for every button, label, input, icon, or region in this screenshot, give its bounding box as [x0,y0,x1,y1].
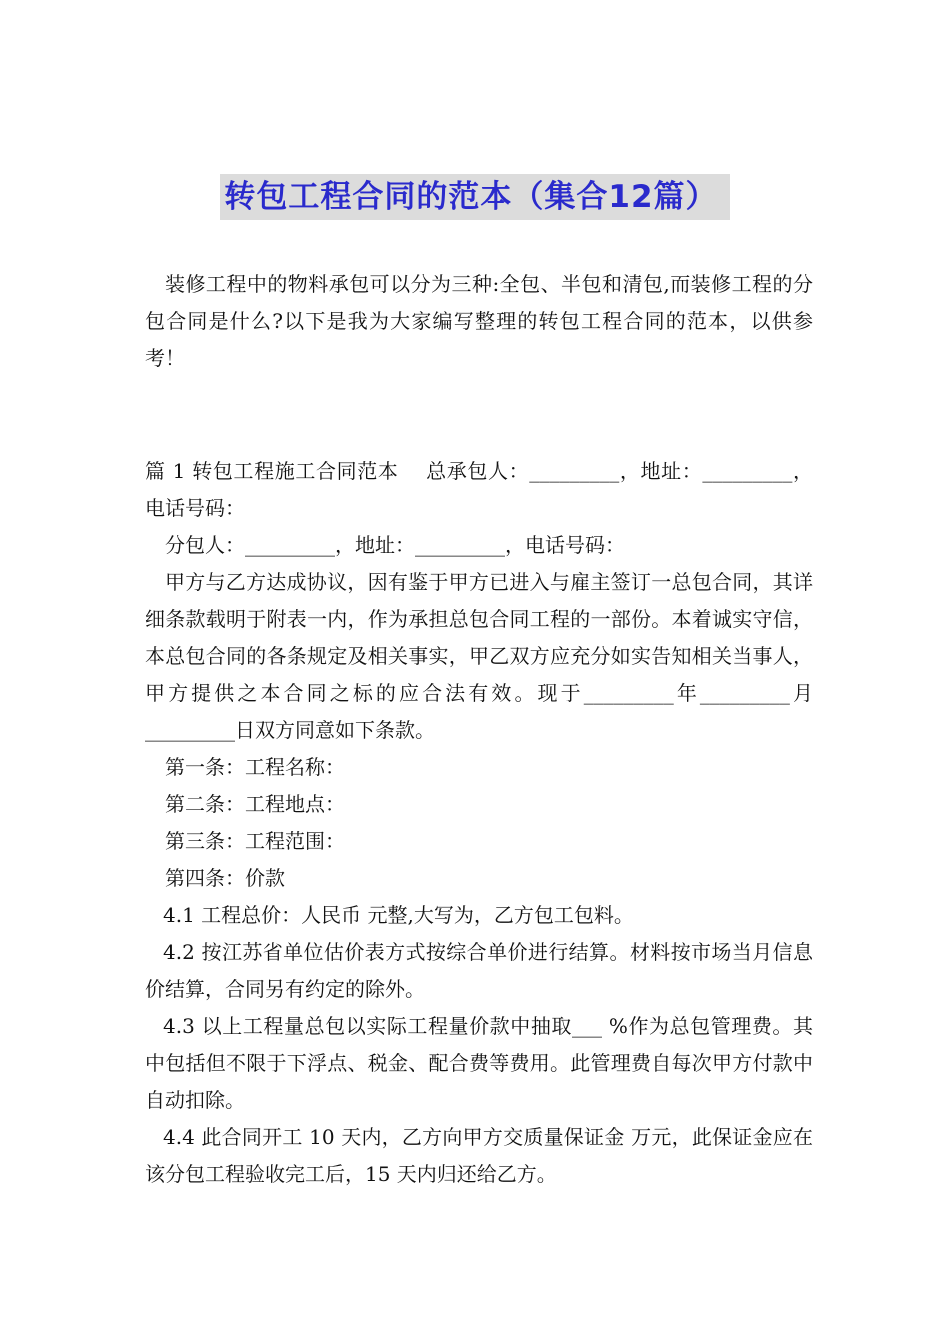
article-3: 第三条：工程范围： [165,829,345,853]
subcontractor-line: 分包人：_________，地址：_________，电话号码： [165,533,625,557]
section-heading: 篇 1 转包工程施工合同范本 总承包人：_________，地址：_________，电话号码： [145,459,813,520]
article-4: 第四条：价款 [165,866,285,890]
agreement-paragraph: 甲方与乙方达成协议，因有鉴于甲方已进入与雇主签订一总包合同，其详细条款载明于附表一内，作为承担总包合同工程的一部份。本着诚实守信，本总包合同的各条规定及相关事实，甲乙双方应充分如实告知相关当事人，甲方提供之本合同之标的应合法有效。现于_________年_________月_________日双方同意如下条款。 [145,570,813,742]
clause-4-4: 4.4 此合同开工 10 天内，乙方向甲方交质量保证金 万元，此保证金应在该分包工程验收完工后，15 天内归还给乙方。 [145,1125,813,1186]
intro-paragraph: 装修工程中的物料承包可以分为三种:全包、半包和清包,而装修工程的分包合同是什么?以下是我为大家编写整理的转包工程合同的范本，以供参考！ [145,272,813,370]
spacer [145,377,813,453]
document-body [145,266,813,1193]
title-container [0,174,950,220]
article-1: 第一条：工程名称： [165,755,345,779]
clause-4-2: 4.2 按江苏省单位估价表方式按综合单价进行结算。材料按市场当月信息价结算，合同另有约定的除外。 [145,940,813,1001]
article-2: 第二条：工程地点： [165,792,345,816]
clause-4-3: 4.3 以上工程量总包以实际工程量价款中抽取___ %作为总包管理费。其中包括但不限于下浮点、税金、配合费等费用。此管理费自每次甲方付款中自动扣除。 [145,1014,813,1112]
document-title: 转包工程合同的范本（集合12篇） [220,174,729,220]
clause-4-1: 4.1 工程总价：人民币 元整,大写为，乙方包工包料。 [163,903,634,927]
